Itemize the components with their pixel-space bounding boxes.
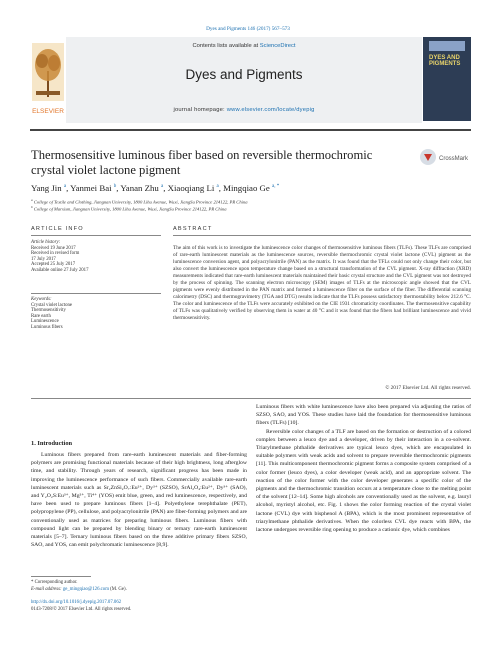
sciencedirect-link[interactable]: ScienceDirect (259, 43, 296, 49)
issn-line: 0143-7208/© 2017 Elsevier Ltd. All rights reserved. (31, 607, 132, 612)
elsevier-logo (30, 41, 66, 121)
author-affiliation-marker[interactable]: a (216, 184, 219, 190)
abstract-heading: ABSTRACT (173, 226, 213, 232)
history-entry: Available online 27 July 2017 (31, 267, 89, 273)
footnote-email: E-mail address: ge_mingqiao@126.com (M. Ge). (31, 587, 127, 592)
intro-paragraph-3: Reversible color changes of a TLF are based on the formation or destruction of a colored complex between a leuco dye and a developer, driven by their interaction in a co-solvent. Triarylmethane phthalide derivatives are typical leuco dyes, which are encapsulated in suitable polymers with weak acids and solvent to prepare reversible thermochromic pigments [11]. This multicomponent thermochromic pigment forms a composite system comprised of a color former (leuco dyes), a color developer (weak acid), and an appropriate solvent. The reaction of the color former with the color developer generates a specific color of the pigments and the thermochromic transition occurs at a temperature close to the melting point of the solvent [12–14]. Some high alcohols are conventionally used as the solvent, e.g. lauryl alcohol, myristyl alcohol, etc. Fig. 1 shows the color forming reaction of the crystal violet lactone (CVL) dye with bisphenol A (BPA), which is the most prominent representative of triarylmethane phthalide derivatives. When the colorless CVL dye reacts with BPA, the lactone undergoes reversible ring opening to produce a cationic dye, which combines (256, 428, 471, 534)
affiliation-a: $^a$ College of Textile and Clothing, Jiangnan University, 1800 Lihu Avenue, Wuxi, JiangSu Province 214122, PR China (31, 198, 248, 205)
cover-image-band (429, 41, 465, 51)
journal-homepage (66, 107, 422, 113)
article-title: Thermosensitive luminous fiber based on reversible thermochromic crystal violet lactone pigment (31, 148, 373, 177)
author-list: Yang Jin $^a$, Yanmei Bai $^b$, Yanan Zhu $^a$, Xiaoqiang Li $^a$, Mingqiao Ge $^{a, *}$ (31, 183, 280, 193)
cover-title: DYES AND PIGMENTS (429, 55, 461, 68)
author-name[interactable]: Yanan Zhu $^a$ (120, 183, 164, 193)
publisher-wordmark: ELSEVIER (32, 108, 64, 115)
masthead-divider (30, 129, 471, 131)
doi-link[interactable]: http://dx.doi.org/10.1016/j.dyepig.2017.07.062 (31, 600, 122, 605)
author-name[interactable]: Xiaoqiang Li $^a$ (167, 183, 219, 193)
author-name[interactable]: Mingqiao Ge $^{a, *}$ (223, 183, 280, 193)
intro-paragraph-2: Luminous fibers with white luminescence have also been prepared via adjusting the ratios of SZSO, SAO, and YOS. These studies have laid the foundation for thermosensitive luminous fibers (TLFs) [10]. (256, 404, 471, 427)
journal-title: Dyes and Pigments (185, 67, 303, 82)
email-link[interactable]: ge_mingqiao@126.com (62, 587, 109, 592)
history-entry: Received in revised form (31, 251, 80, 257)
contents-line (66, 43, 422, 49)
affiliation-b: $^b$ College of Marxism, Jiangnan University, 1800 Lihu Avenue, Wuxi, JiangSu Province 214122, PR China (31, 205, 227, 212)
info-rule-top (31, 235, 161, 236)
journal-masthead (30, 37, 472, 125)
keyword-item: Rare earth (31, 313, 51, 319)
keyword-item: Luminescence (31, 319, 59, 325)
homepage-link[interactable]: www.elsevier.com/locate/dyepig (226, 107, 315, 113)
article-history (31, 240, 161, 274)
homepage-prefix: journal homepage: (173, 107, 227, 113)
abstract-text: The aim of this work is to investigate the luminescence color changes of thermosensitive luminous fibers (TLFs). These TLFs are comprised of rare-earth luminescent materials as the luminescence sources, reversible thermochromic crystal violet lactone (CVL) pigment as the luminescence conversion agent, and polyacrylonitrile (PAN) as the matrix. It was found that the TFLs could not only change their color, but also convert the luminescence upon temperature change based on a structural transformation of the CVL pigment. X-ray diffraction (XRD) measurements indicated that rare-earth luminescent materials maintained their basic crystal structure and the CVL pigment was not destroyed by the process of spinning. The scanning electron microscopy (SEM) images of TLFs at the microscopic angle showed that the CVL pigments were evenly distributed in the PAN matrix and formed a luminescence filter on the surface of the fiber. The differential scanning calorimetry (DSC) and thermogravimetry (TGA and DTG) results indicate that the TLFs possess satisfactory thermostability below 212.6 °C. The color and luminescence of the TLFs were accurately exhibited on the CIE 1931 chromaticity coordinates. The thermosensitive capability of TLFs was qualitatively verified by observing them in water at 40 °C and it was found that the fibers had brilliant luminescence and vivid thermosensitivity. (173, 245, 471, 322)
author-affiliation-marker[interactable]: a, * (272, 184, 280, 190)
footnote-rule (31, 576, 91, 577)
abstract-copyright: © 2017 Elsevier Ltd. All rights reserved. (385, 385, 471, 391)
author-name[interactable]: Yanmei Bai $^b$ (70, 183, 117, 193)
author-affiliation-marker[interactable]: b (113, 184, 117, 190)
keyword-item: Thermosensitivity (31, 308, 66, 314)
history-list (31, 246, 161, 274)
intro-right-column (256, 403, 471, 534)
abstract-rule-top (173, 235, 471, 236)
author-affiliation-marker[interactable]: a (63, 184, 67, 190)
footnote-corresponding: * Corresponding author. (31, 580, 78, 585)
contents-prefix: Contents lists available at (192, 43, 260, 49)
abstract-rule-bottom (31, 398, 471, 399)
author-name[interactable]: Yang Jin $^a$ (31, 183, 67, 193)
info-rule-mid (31, 293, 161, 294)
journal-cover-thumbnail[interactable] (423, 37, 471, 121)
history-label: Article history: (31, 240, 61, 245)
intro-paragraph-1: Luminous fibers prepared from rare-earth luminescent materials and fiber-forming polymers are promising functional materials because of their high brightness, long afterglow time, and stability. Through years of research, significant progress has been made in improving the luminescence performance of such fibers. Commercially available rare-earth luminescent materials such as Sr₂ZnSi₂O₇:Eu²⁺, Dy³⁺ (SZSO), SrAl₂O₄:Eu²⁺, Dy³⁺ (SAO), and Y₂O₂S:Eu³⁺, Mg²⁺, Ti⁴⁺ (YOS) emit blue, green, and red luminescence, respectively, and have been used to prepare luminous fibers [1–4]. Polyethylene terephthalate (PET), polypropylene (PP), cellulose, and polyacrylonitrile (PAN) are fiber-forming polymers and are conventionally used as matrices for preparing luminous fibers. Luminous fibers with compound light can be prepared by blending binary or ternary rare-earth luminescent materials [5–7]. Ternary luminous fibers based on the three additive primary fibers SZSO, SAO, and YOS, can emit polychromatic luminescence [8,9]. (31, 452, 247, 549)
author-affiliation-marker[interactable]: a (160, 184, 164, 190)
history-entry: Received 19 June 2017 (31, 245, 76, 251)
intro-left-column (31, 451, 247, 549)
keywords-label: Keywords: (31, 297, 52, 302)
article-info-heading: ARTICLE INFO (31, 226, 84, 232)
journal-reference[interactable]: Dyes and Pigments 146 (2017) 567–573 (206, 26, 290, 32)
section-heading-introduction: 1. Introduction (31, 440, 73, 447)
history-entry: Accepted 25 July 2017 (31, 262, 76, 268)
elsevier-tree-icon (30, 41, 66, 121)
keyword-list (31, 303, 161, 331)
keyword-item: Luminous fibers (31, 324, 63, 330)
crossmark-label: CrossMark (439, 156, 469, 162)
crossmark-badge[interactable] (418, 146, 472, 170)
keywords-block (31, 297, 161, 331)
keyword-item: Crystal violet lactone (31, 302, 73, 308)
history-entry: 17 July 2017 (31, 256, 56, 262)
